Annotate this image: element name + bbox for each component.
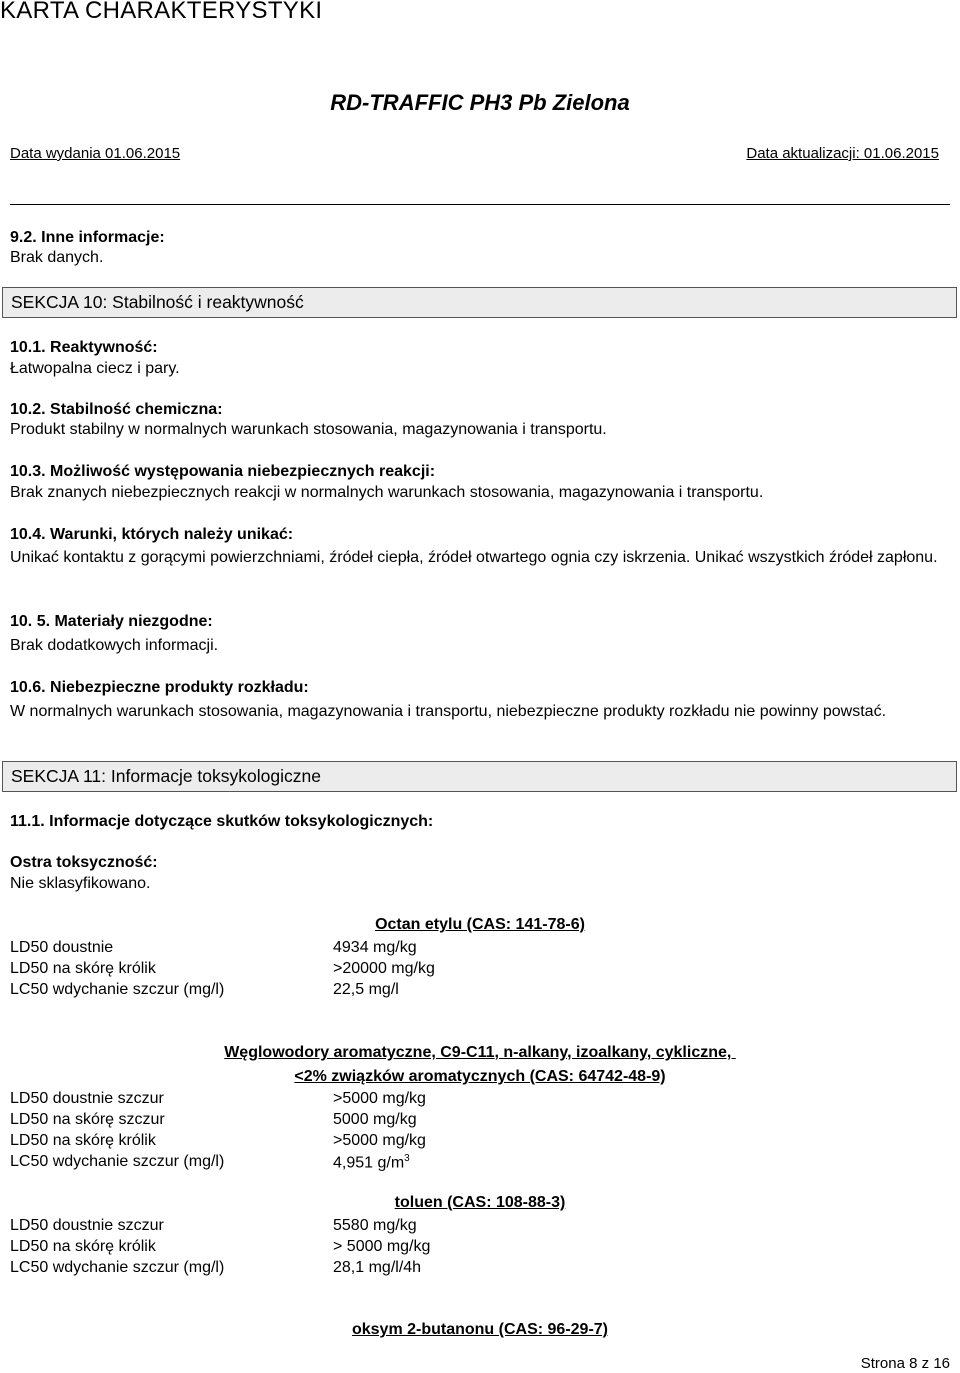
document-title: KARTA CHARAKTERYSTYKI [0, 0, 323, 24]
row-value: 28,1 mg/l/4h [333, 1259, 422, 1276]
section-10-3-heading: 10.3. Możliwość występowania niebezpiecznych reakcji: [10, 463, 436, 480]
section-10-title: SEKCJA 10: Stabilność i reaktywność [11, 292, 304, 312]
table-row [10, 1153, 610, 1174]
section-10-2-text: Produkt stabilny w normalnych warunkach stosowania, magazynowania i transportu. [10, 421, 607, 438]
row-value [333, 1153, 410, 1172]
row-value: 22,5 mg/l [333, 981, 399, 998]
product-name: RD-TRAFFIC PH3 Pb Zielona [330, 90, 630, 115]
section-10-2-heading: 10.2. Stabilność chemiczna: [10, 401, 223, 418]
update-date: Data aktualizacji: 01.06.2015 [746, 145, 939, 162]
substance-4-title: oksym 2-butanonu (CAS: 96-29-7) [351, 1321, 609, 1338]
row-label: LD50 doustnie [10, 939, 114, 956]
row-value: > 5000 mg/kg [333, 1238, 431, 1255]
acute-toxicity-heading: Ostra toksyczność: [10, 854, 158, 871]
table-row [10, 939, 610, 960]
table-row [10, 981, 610, 1002]
table-row [10, 1238, 610, 1259]
current-page: 8 [909, 1355, 918, 1372]
row-value: >20000 mg/kg [333, 960, 435, 977]
row-value: 5000 mg/kg [333, 1111, 417, 1128]
row-label: LD50 doustnie szczur [10, 1090, 164, 1107]
section-10-5-text: Brak dodatkowych informacji. [10, 637, 219, 654]
section-9-2-text: Brak danych. [10, 249, 104, 266]
row-label: LD50 na skórę królik [10, 1238, 156, 1255]
section-10-header [2, 287, 957, 318]
substance-1-title: Octan etylu (CAS: 141-78-6) [375, 916, 585, 933]
section-11-1-heading: 11.1. Informacje dotyczące skutków toksykologicznych: [10, 813, 434, 830]
header-divider [10, 204, 950, 205]
table-row [10, 1111, 610, 1132]
row-label: LC50 wdychanie szczur (mg/l) [10, 1153, 225, 1170]
row-label: LD50 na skórę szczur [10, 1111, 165, 1128]
table-row [10, 1217, 610, 1238]
row-value: 5580 mg/kg [333, 1217, 417, 1234]
page-label: Strona [860, 1355, 905, 1372]
row-label: LD50 na skórę królik [10, 1132, 156, 1149]
section-10-1-text: Łatwopalna ciecz i pary. [10, 360, 180, 377]
section-10-6-heading: 10.6. Niebezpieczne produkty rozkładu: [10, 679, 309, 696]
section-10-1-heading: 10.1. Reaktywność: [10, 339, 158, 356]
row-label: LD50 doustnie szczur [10, 1217, 164, 1234]
total-pages: 16 [933, 1355, 950, 1372]
section-10-3-text: Brak znanych niebezpiecznych reakcji w normalnych warunkach stosowania, magazynowania i transportu. [10, 484, 764, 501]
section-11-title: SEKCJA 11: Informacje toksykologiczne [11, 766, 321, 786]
section-10-4-text: Unikać kontaktu z gorącymi powierzchniami, źródeł ciepła, źródeł otwartego ognia czy iskrzenia. Unikać wszystkich źródeł zapłonu. [10, 549, 938, 566]
acute-toxicity-text: Nie sklasyfikowano. [10, 875, 151, 892]
table-row [10, 1132, 610, 1153]
table-row [10, 1090, 610, 1111]
section-10-6-text: W normalnych warunkach stosowania, magazynowania i transportu, niebezpieczne produkty rozkładu nie powinny powstać. [10, 703, 887, 720]
substance-3-title: toluen (CAS: 108-88-3) [394, 1194, 566, 1211]
row-label: LC50 wdychanie szczur (mg/l) [10, 981, 225, 998]
section-9-2-heading: 9.2. Inne informacje: [10, 229, 165, 246]
substance-2-title-line1: Węglowodory aromatyczne, C9-C11, n-alkany, izoalkany, cykliczne, [224, 1044, 736, 1061]
row-value: >5000 mg/kg [333, 1090, 426, 1107]
superscript: 3 [404, 1153, 410, 1164]
page-of: z [921, 1355, 930, 1372]
row-label: LD50 na skórę królik [10, 960, 156, 977]
page-number [861, 1355, 950, 1372]
table-row [10, 1259, 610, 1280]
row-value: 4934 mg/kg [333, 939, 417, 956]
issue-date: Data wydania 01.06.2015 [10, 145, 181, 162]
table-row [10, 960, 610, 981]
substance-2-title-line2: <2% związków aromatycznych (CAS: 64742-48-9) [294, 1068, 666, 1085]
section-10-4-heading: 10.4. Warunki, których należy unikać: [10, 526, 294, 543]
value-text: 4,951 g/m [333, 1154, 405, 1172]
row-label: LC50 wdychanie szczur (mg/l) [10, 1259, 225, 1276]
section-11-header [2, 761, 957, 792]
row-value: >5000 mg/kg [333, 1132, 426, 1149]
section-10-5-heading: 10. 5. Materiały niezgodne: [10, 613, 213, 630]
